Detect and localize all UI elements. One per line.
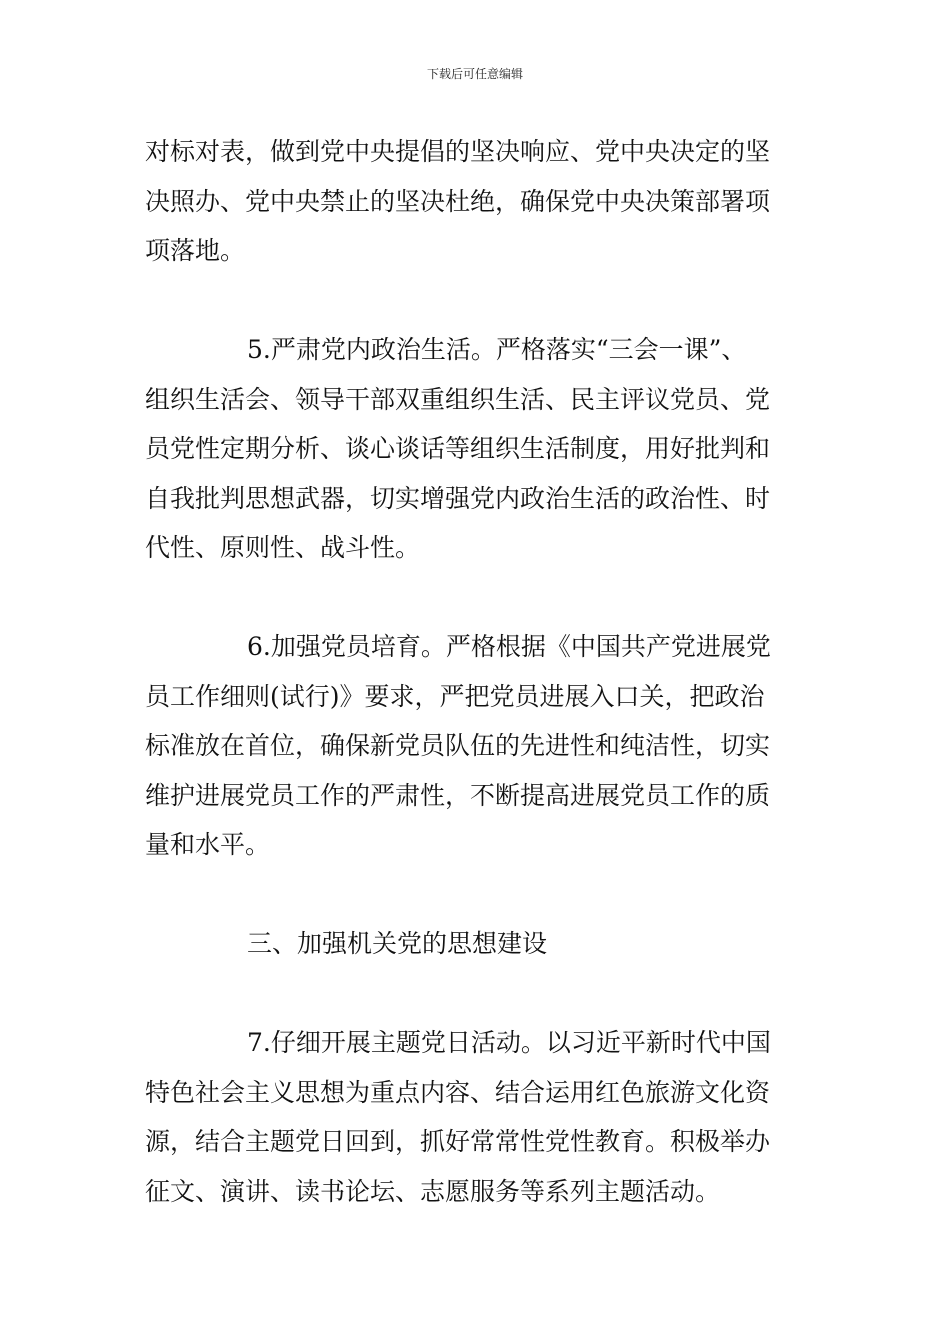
paragraph-spacer (145, 870, 810, 920)
text-line: 代性、原则性、战斗性。 (145, 533, 421, 562)
paragraph-2 (145, 325, 810, 573)
text-line: 自我批判思想武器，切实增强党内政治生活的政治性、时 (145, 483, 771, 513)
paragraph-1 (145, 127, 810, 276)
text-line: 项落地。 (145, 236, 246, 265)
text-line: 量和水平。 (145, 830, 271, 859)
text-line: 标准放在首位，确保新党员队伍的先进性和纯洁性，切实 (145, 731, 771, 760)
section-heading (145, 919, 810, 969)
text-line: 组织生活会、领导干部双重组织生活、民主评议党员、党 (145, 384, 771, 414)
text-line: 维护进展党员工作的严肃性，不断提高进展党员工作的质 (145, 780, 771, 810)
paragraph-spacer (145, 573, 810, 623)
document-body (145, 127, 810, 1216)
text-line: 决照办、党中央禁止的坚决杜绝，确保党中央决策部署项 (145, 186, 771, 216)
text-line: 员工作细则(试行)》要求，严把党员进展入口关，把政治 (145, 681, 765, 711)
paragraph-spacer (145, 276, 810, 326)
text-line: 6.加强党员培育。严格根据《中国共产党进展党 (247, 632, 771, 661)
paragraph-3 (145, 622, 810, 870)
text-line: 征文、演讲、读书论坛、志愿服务等系列主题活动。 (145, 1176, 721, 1206)
text-line: 特色社会主义思想为重点内容、结合运用红色旅游文化资 (145, 1077, 771, 1107)
section-heading-text: 三、加强机关党的思想建设 (247, 929, 548, 958)
text-line: 源，结合主题党日回到，抓好常常性党性教育。积极举办 (145, 1127, 771, 1156)
text-line: 员党性定期分析、谈心谈话等组织生活制度，用好批判和 (145, 434, 771, 463)
text-line: 对标对表，做到党中央提倡的坚决响应、党中央决定的坚 (145, 137, 771, 166)
paragraph-4 (145, 1018, 810, 1216)
text-line: 7.仔细开展主题党日活动。以习近平新时代中国 (247, 1028, 771, 1057)
page-header: 下载后可任意编辑 (426, 67, 523, 81)
text-line: 5.严肃党内政治生活。严格落实“三会一课”、 (247, 335, 747, 364)
paragraph-spacer (145, 969, 810, 1019)
